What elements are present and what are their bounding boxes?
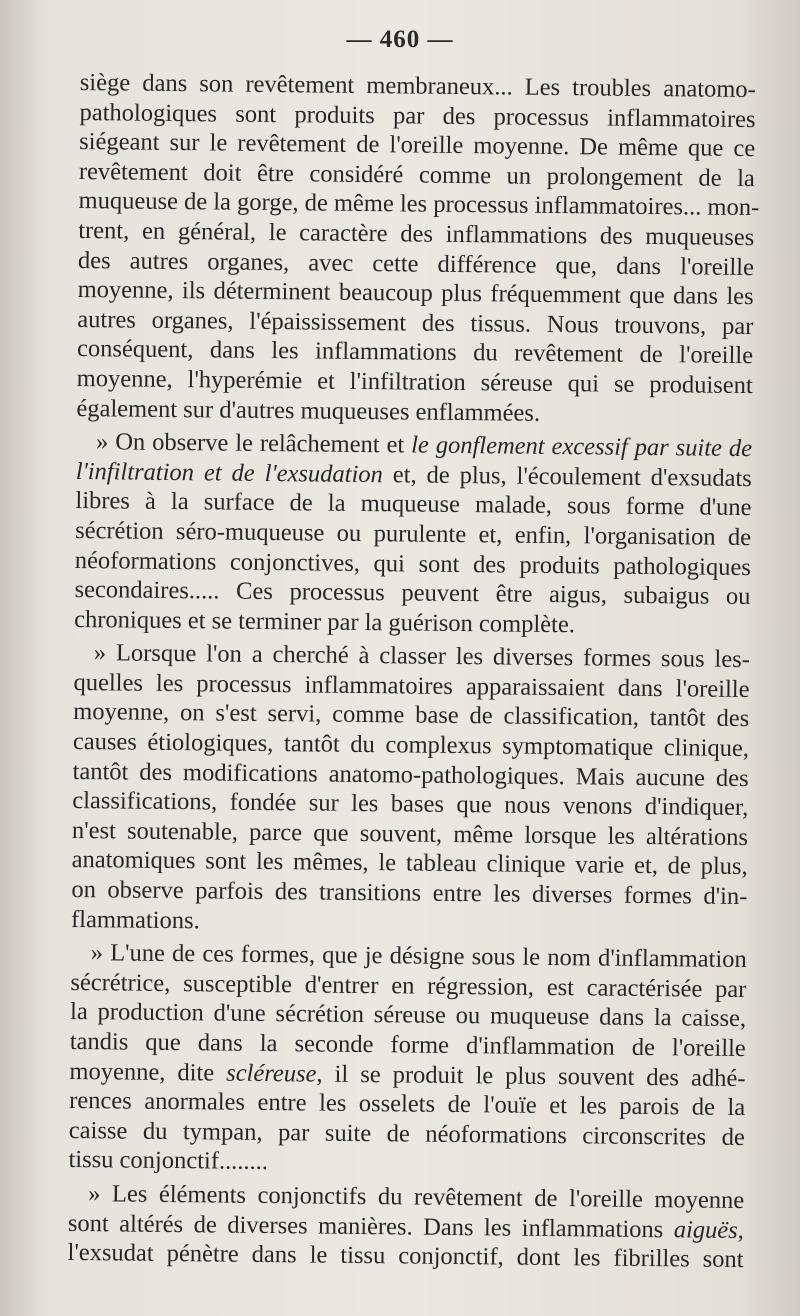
text-line: pathologiques sont produits par des processus inflammatoires	[79, 98, 756, 133]
italic-text: scléreuse	[226, 1059, 317, 1088]
text-line: autres organes, l'épaississement des tissus. Nous trouvons, par	[77, 305, 754, 340]
paragraph-3	[71, 638, 750, 941]
text-line: tandis que dans la seconde forme d'inflammation de l'oreille	[69, 1027, 746, 1063]
text-run: , il se produit le plus souvent des adhé-	[316, 1060, 746, 1092]
text-line: la production d'une sécrétion séreuse ou muqueuse dans la caisse,	[69, 998, 747, 1033]
paragraph-5	[67, 1179, 744, 1275]
text-line: caisse du tympan, par suite de néoformations circonscrites de	[68, 1116, 745, 1151]
body-text	[67, 68, 760, 1275]
text-line: siégeant sur le revêtement de l'oreille moyenne. De même que ce	[79, 128, 756, 163]
text-line: » Les éléments conjonctifs du revêtement de l'oreille moyenne	[88, 1180, 745, 1214]
text-line: tissu conjonctif........	[68, 1146, 269, 1176]
text-line: moyenne, l'hyperémie et l'infiltration séreuse qui se produisent	[76, 364, 753, 399]
text-line: trent, en général, le caractère des inflammations des muqueuses	[78, 216, 755, 252]
text-line: conséquent, dans les inflammations du revêtement de l'oreille	[76, 335, 754, 370]
paragraph-2	[74, 427, 752, 641]
text-line: libres à la surface de la muqueuse malade, sous forme d'une	[75, 487, 752, 522]
text-line: sécrétion séro-muqueuse ou purulente et, enfin, l'organisation de	[75, 516, 752, 551]
text-line: classifications, fondée sur les bases que nous venons d'indiquer,	[72, 787, 749, 822]
page-number: — 460 —	[346, 26, 454, 53]
text-line: n'est soutenable, parce que souvent, même lorsque les altérations	[71, 816, 749, 851]
text-line: siège dans son revêtement membraneux... Les troubles anatomo-	[79, 68, 756, 104]
text-line: revêtement doit être considéré comme un prolongement de la	[78, 157, 756, 192]
text-run: et, de plus, l'écoulement d'exsudats	[382, 460, 752, 492]
text-run: moyenne, dite	[69, 1057, 227, 1087]
text-line: l'exsudat pénètre dans le tissu conjonctif, dont les fibrilles sont	[67, 1239, 744, 1274]
text-line: » Lorsque l'on a cherché à classer les diverses formes sous les-	[93, 639, 750, 674]
text-line: muqueuse de la gorge, de même les processus inflammatoires... mon-	[78, 187, 760, 222]
text-line: tantôt des modifications anatomo-pathologiques. Mais aucune des	[72, 757, 749, 792]
text-line: on observe parfois des transitions entre les diverses formes d'in-	[71, 875, 748, 911]
italic-text: l'infiltration et de l'exsudation	[75, 457, 384, 488]
text-line: également sur d'autres muqueuses enflammées.	[76, 394, 541, 427]
text-line: flammations.	[70, 905, 200, 934]
text-line: sécrétrice, susceptible d'entrer en régression, est caractérisée par	[70, 968, 747, 1003]
italic-text: le gonflement excessif par suite de	[411, 431, 753, 463]
text-line: secondaires..... Ces processus peuvent être aigus, subaigus ou	[74, 576, 751, 611]
text-run: sont altérés de diverses manières. Dans les inflammations	[67, 1209, 674, 1243]
text-line: moyenne, on s'est servi, comme base de classification, tantôt des	[73, 698, 750, 733]
text-run: » On observe le relâchement et	[95, 428, 412, 459]
text-line: causes étiologiques, tantôt du complexus symptomatique clinique,	[72, 728, 750, 763]
text-line: » L'une de ces formes, que je désigne sous le nom d'inflammation	[90, 939, 747, 974]
italic-text: aiguës,	[673, 1215, 745, 1244]
paragraph-1	[76, 68, 760, 430]
text-line: quelles les processus inflammatoires apparaissaient dans l'oreille	[73, 668, 750, 703]
text-line: chroniques et se terminer par la guérison complète.	[74, 605, 576, 638]
text-line: néoformations conjonctives, qui sont des produits pathologiques	[74, 546, 751, 581]
paragraph-4	[68, 938, 746, 1182]
text-line: des autres organes, avec cette différence que, dans l'oreille	[77, 246, 755, 281]
text-line: moyenne, ils déterminent beaucoup plus fréquemment que dans les	[77, 276, 754, 311]
text-line: anatomiques sont les mêmes, le tableau clinique varie et, de plus,	[71, 846, 748, 881]
text-line: rences anormales entre les osselets de l'ouïe et les parois de la	[69, 1087, 746, 1122]
